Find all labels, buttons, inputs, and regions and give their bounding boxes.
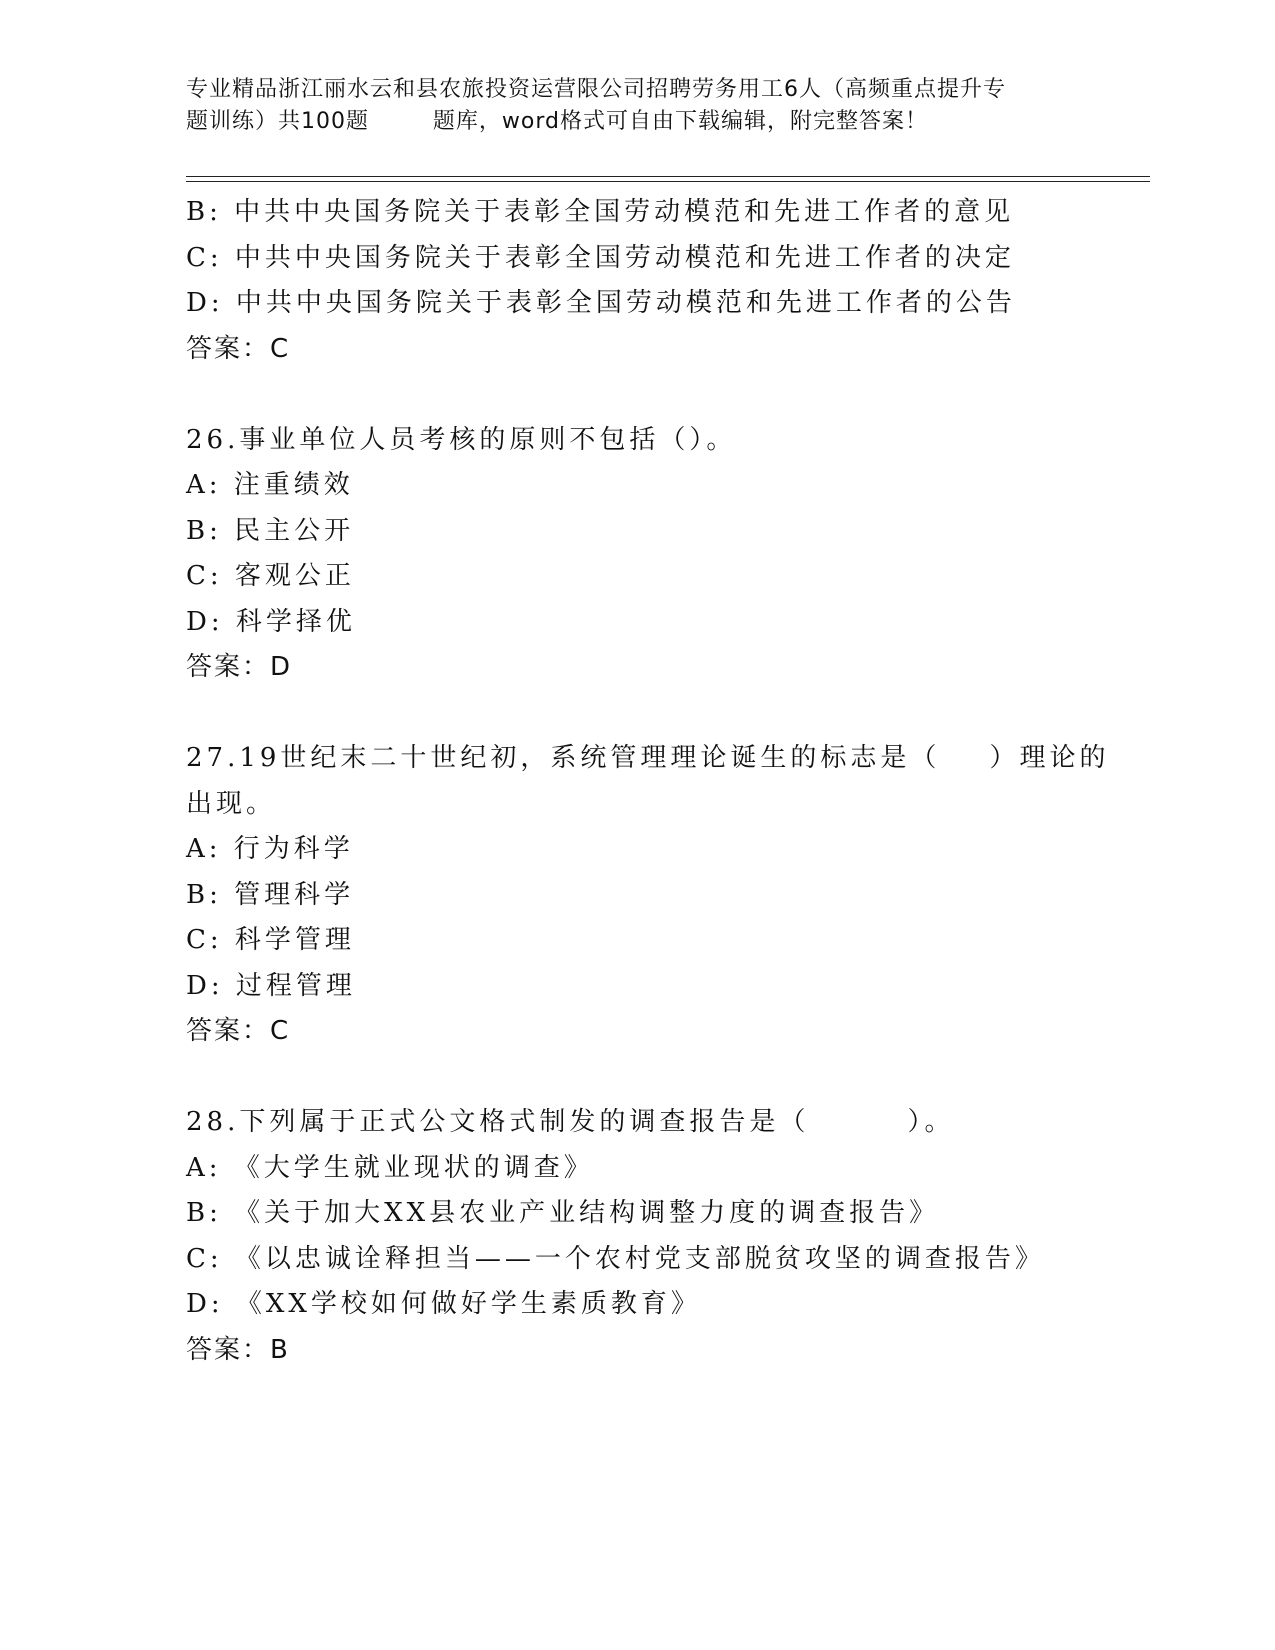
q27-option-b: B: 管理科学 — [186, 879, 355, 910]
q27-option-d: D: 过程管理 — [186, 970, 356, 1001]
q28-option-c: C: 《以忠诚诠释担当——一个农村党支部脱贫攻坚的调查报告》 — [186, 1243, 1045, 1274]
q25-option-c: C: 中共中央国务院关于表彰全国劳动模范和先进工作者的决定 — [186, 242, 1015, 273]
q27-option-c: C: 科学管理 — [186, 925, 355, 955]
q27-stem-line-1: 27.19世纪末二十世纪初，系统管理理论诞生的标志是（ ）理论的 — [186, 743, 1110, 773]
q28-stem: 28.下列属于正式公文格式制发的调查报告是（ ）。 — [186, 1107, 955, 1137]
q26-option-b: B: 民主公开 — [186, 515, 355, 546]
document-body — [186, 190, 1110, 1373]
q26-option-a: A: 注重绩效 — [186, 470, 354, 500]
q26-answer: 答案：D — [186, 652, 293, 682]
question-26 — [186, 418, 1086, 691]
q25-option-b: B: 中共中央国务院关于表彰全国劳动模范和先进工作者的意见 — [186, 197, 1015, 227]
q27-answer: 答案：C — [186, 1016, 291, 1046]
page-header — [186, 74, 1086, 138]
header-divider-bottom — [186, 181, 1150, 182]
header-line-1: 专业精品浙江丽水云和县农旅投资运营限公司招聘劳务用工6人（高频重点提升专 — [186, 77, 1006, 102]
header-line-2: 题训练）共100题 题库，word格式可自由下载编辑，附完整答案！ — [186, 109, 929, 134]
question-27 — [186, 736, 1110, 1055]
q26-stem: 26.事业单位人员考核的原则不包括（）。 — [186, 424, 737, 455]
spacer — [186, 372, 1086, 418]
q27-stem-line-2: 出现。 — [186, 788, 277, 819]
q28-answer: 答案：B — [186, 1334, 290, 1365]
q25-option-d: D: 中共中央国务院关于表彰全国劳动模范和先进工作者的公告 — [186, 288, 1016, 318]
question-25-tail — [186, 190, 1086, 372]
q26-option-c: C: 客观公正 — [186, 561, 355, 591]
q28-option-a: A: 《大学生就业现状的调查》 — [186, 1152, 594, 1183]
header-divider-top — [186, 176, 1150, 177]
q25-answer: 答案：C — [186, 333, 291, 364]
q28-option-d: D: 《XX学校如何做好学生素质教育》 — [186, 1289, 701, 1319]
spacer — [186, 691, 1086, 737]
q26-option-d: D: 科学择优 — [186, 606, 356, 637]
q27-option-a: A: 行为科学 — [186, 834, 354, 864]
question-28 — [186, 1100, 1086, 1373]
spacer — [186, 1055, 1086, 1101]
q28-option-b: B: 《关于加大XX县农业产业结构调整力度的调查报告》 — [186, 1198, 940, 1228]
